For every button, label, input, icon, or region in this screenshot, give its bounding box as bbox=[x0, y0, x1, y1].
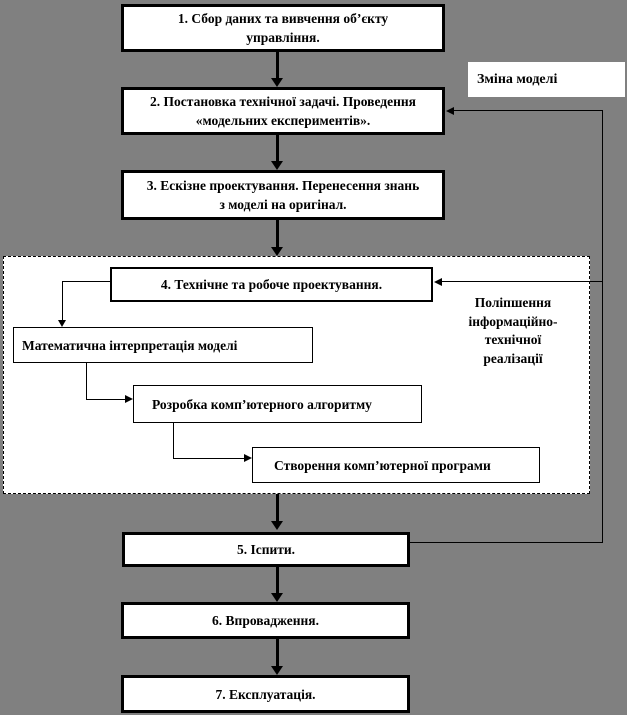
arrow-step6-step7-shaft bbox=[276, 639, 279, 667]
math-to-algo-vline bbox=[86, 363, 87, 399]
arrow-step2-step3-head bbox=[271, 161, 283, 170]
improvement-line-1: Поліпшення bbox=[474, 295, 552, 310]
arrowhead-into-step-4 bbox=[434, 278, 442, 286]
arrowhead-into-step-2 bbox=[446, 107, 454, 115]
arrow-step1-step2-head bbox=[271, 78, 283, 87]
arrow-step3-design-shaft bbox=[276, 220, 279, 247]
feedback-vertical-line bbox=[602, 110, 603, 542]
step-1-text-line-1: 1. Сбор даних та вивчення об’єкту bbox=[177, 11, 389, 26]
arrow-design-step5-shaft bbox=[276, 494, 279, 522]
arrowhead-into-prog-box bbox=[244, 454, 252, 462]
arrowhead-into-algo-box bbox=[125, 395, 133, 403]
step-3-text-line-1: 3. Ескізне проектування. Перенесення знань bbox=[146, 178, 420, 193]
program-creation-box bbox=[252, 447, 540, 483]
arrow-step6-step7-head bbox=[271, 666, 283, 675]
step-1-box bbox=[121, 4, 445, 52]
math-interpretation-text: Математична інтерпретація моделі bbox=[22, 337, 238, 353]
step-3-box bbox=[121, 170, 445, 220]
arrow-design-step5-head bbox=[271, 521, 283, 530]
arrow-step5-step6-shaft bbox=[276, 567, 279, 594]
arrow-step2-step3-shaft bbox=[276, 135, 279, 162]
improvement-line-3: технічної bbox=[484, 332, 542, 347]
step-5-feedback-line bbox=[410, 542, 603, 543]
step-6-box bbox=[121, 602, 410, 639]
step-1-text-line-2: управління. bbox=[246, 30, 320, 45]
step-2-text-line-2: «модельних експериментів». bbox=[195, 113, 371, 128]
algorithm-development-text: Розробка комп’ютерного алгоритму bbox=[152, 396, 372, 412]
step-6-text: 6. Впровадження. bbox=[212, 613, 319, 628]
improvement-feedback-line bbox=[440, 281, 603, 282]
step4-to-math-hline bbox=[62, 281, 110, 282]
algo-to-prog-vline bbox=[173, 423, 174, 458]
step-7-box bbox=[121, 675, 410, 713]
step-3-text-line-2: з моделі на оригінал. bbox=[219, 197, 347, 212]
step-4-box bbox=[110, 267, 433, 302]
step-2-text-line-1: 2. Постановка технічної задачі. Проведення bbox=[150, 94, 416, 109]
step-5-text: 5. Іспити. bbox=[236, 542, 296, 557]
arrow-step5-step6-head bbox=[271, 593, 283, 602]
arrow-step3-design-head bbox=[271, 247, 283, 256]
step-5-box bbox=[122, 532, 410, 567]
algorithm-development-box bbox=[133, 385, 422, 423]
arrowhead-into-math-box bbox=[58, 320, 66, 327]
improvement-line-4: реалізації bbox=[483, 350, 543, 366]
step4-to-math-vline bbox=[62, 281, 63, 321]
model-change-label: Зміна моделі bbox=[477, 71, 558, 87]
algo-to-prog-hline bbox=[173, 458, 245, 459]
model-change-feedback-line bbox=[453, 110, 603, 111]
step-4-text: 4. Технічне та робоче проектування. bbox=[160, 277, 383, 292]
improvement-line-2: інформаційно- bbox=[468, 313, 558, 329]
program-creation-text: Створення комп’ютерної програми bbox=[274, 457, 491, 473]
model-change-label-box bbox=[468, 62, 625, 97]
step-2-box bbox=[121, 87, 445, 135]
math-to-algo-hline bbox=[86, 399, 126, 400]
step-7-text: 7. Експлуатація. bbox=[215, 686, 316, 702]
improvement-label-block bbox=[432, 294, 594, 368]
arrow-step1-step2-shaft bbox=[276, 52, 279, 79]
math-interpretation-box bbox=[13, 327, 313, 363]
